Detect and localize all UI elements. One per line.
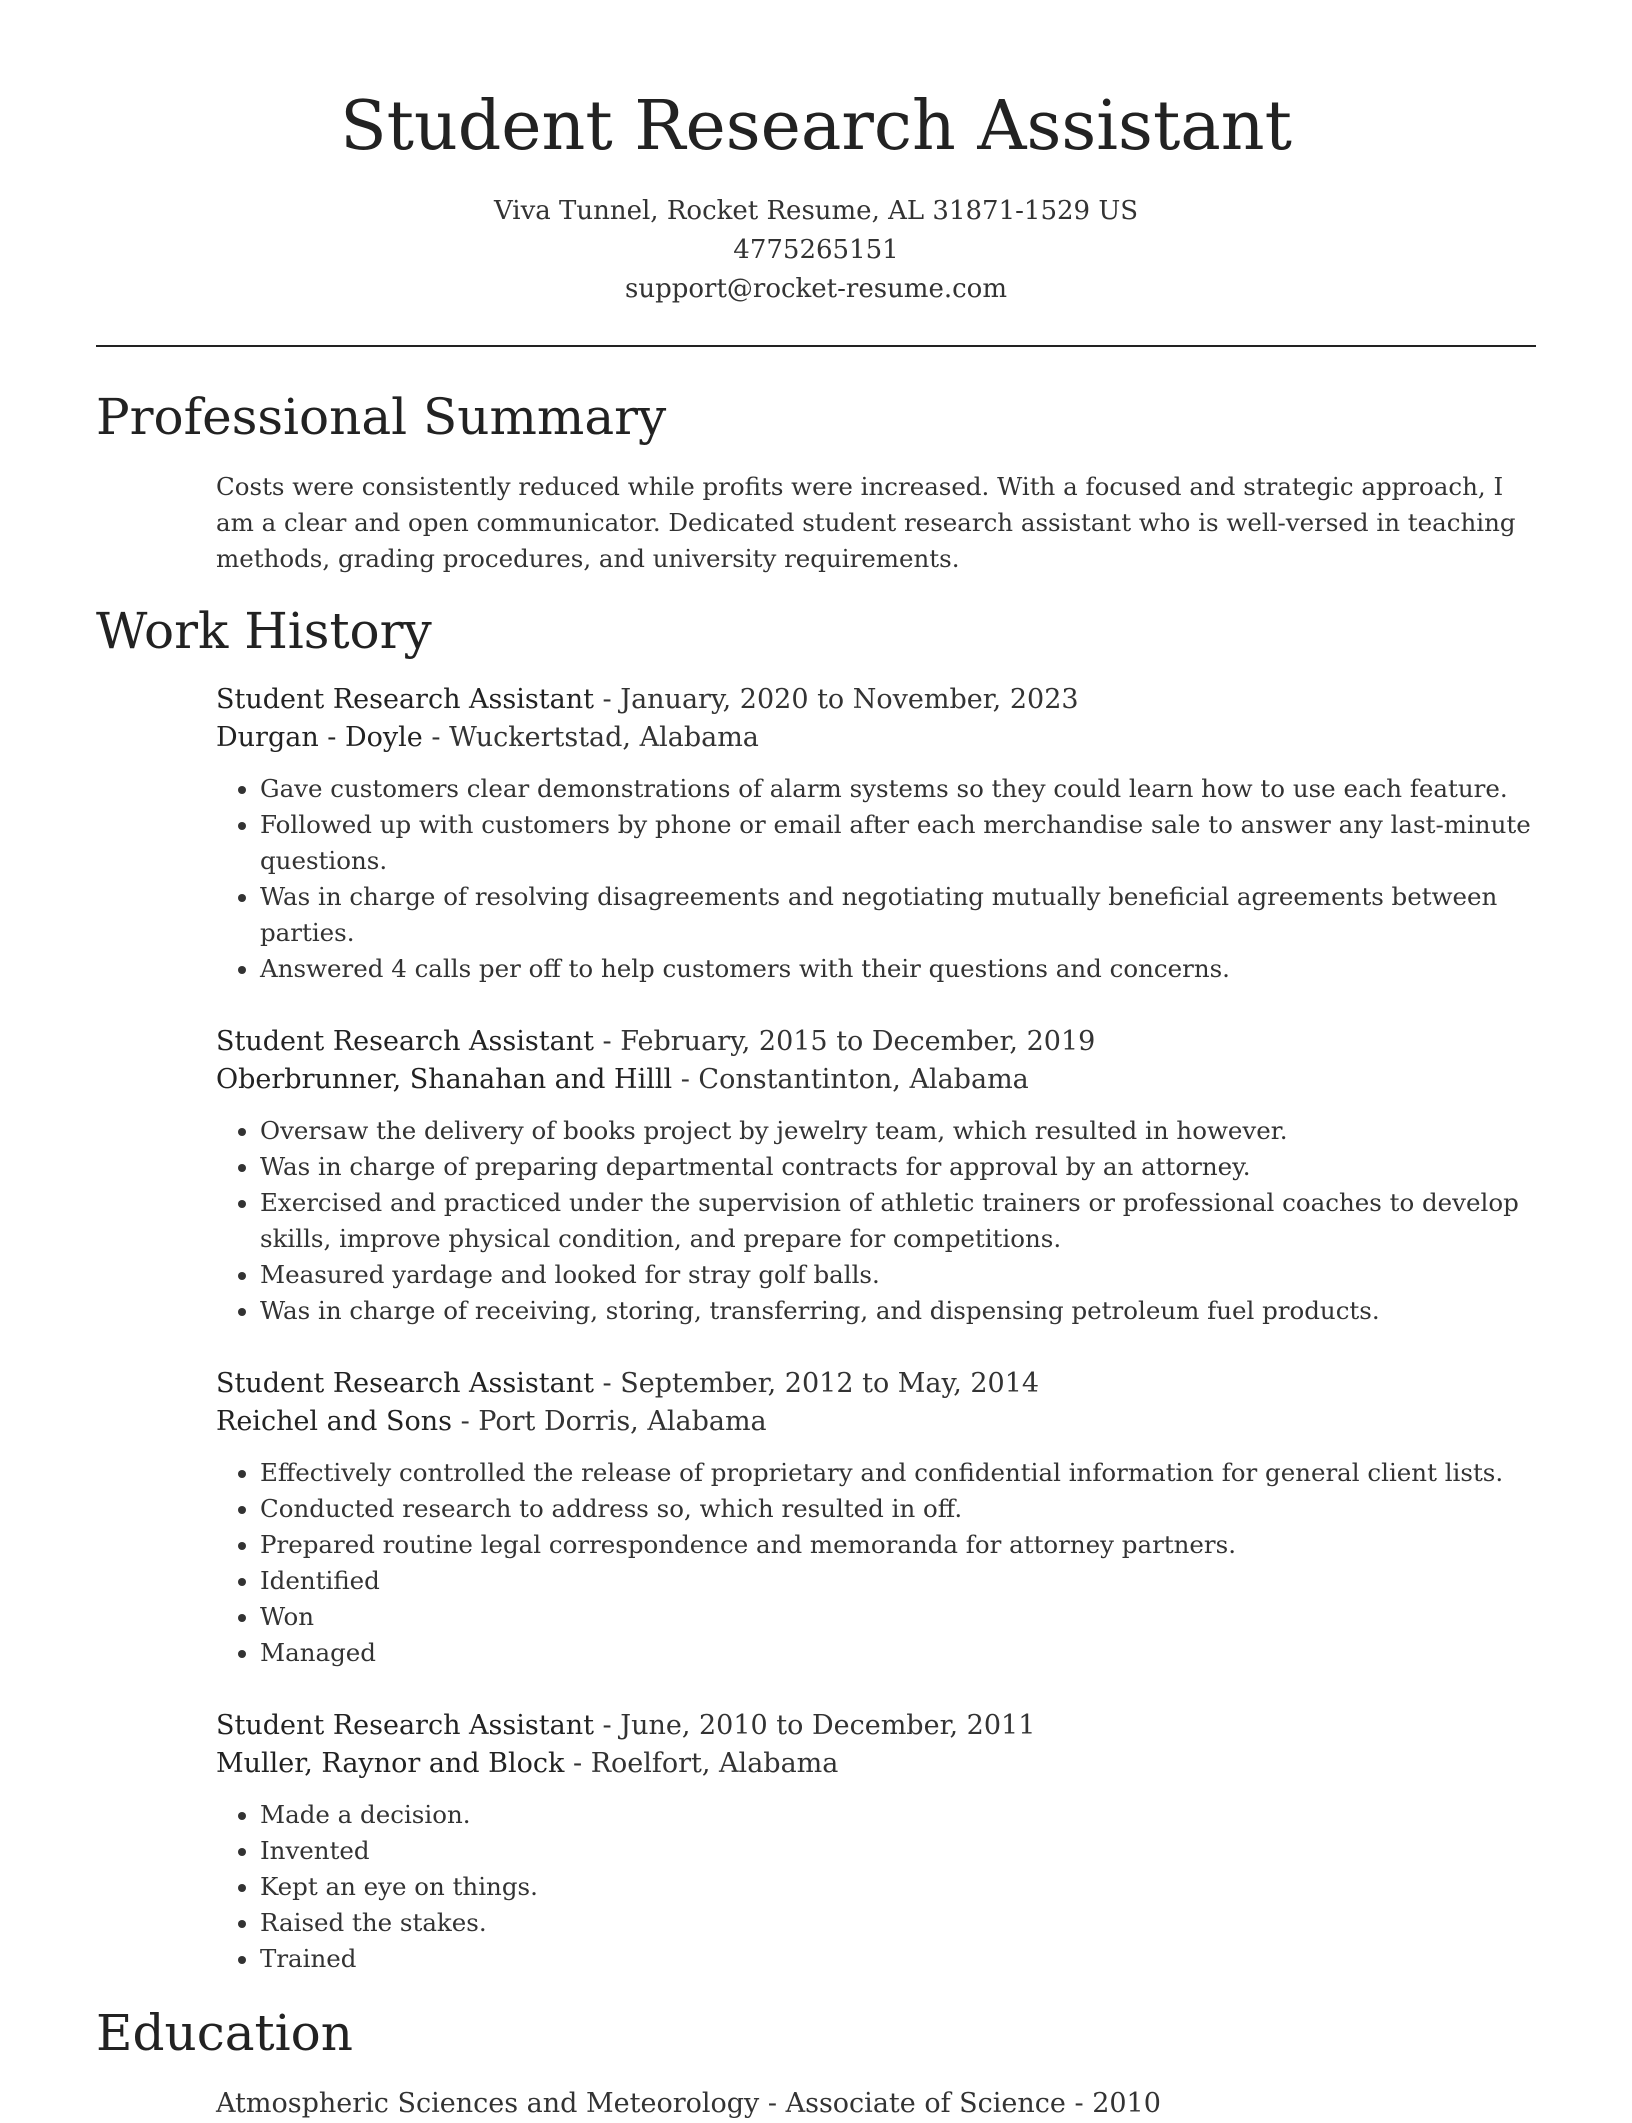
job-title-line — [216, 1365, 1536, 1403]
job-bullets — [216, 771, 1536, 987]
education-field: Atmospheric Sciences and Meteorology — [216, 2088, 760, 2119]
job-dates: September, 2012 to May, 2014 — [620, 1368, 1040, 1399]
bullet-item: • Made a decision. — [260, 1797, 1536, 1833]
separator: - — [672, 1064, 699, 1095]
candidate-name: Student Research Assistant — [340, 87, 1292, 166]
education-year: 2010 — [1092, 2088, 1161, 2119]
bullet-item: • Followed up with customers by phone or email after each merchandise sale to answer any last-minute questions. — [260, 807, 1536, 879]
education-entry — [216, 2085, 1536, 2123]
job-location: Wuckertstad, Alabama — [449, 722, 759, 753]
job-entry — [216, 1365, 1536, 1671]
bullet-item: • Effectively controlled the release of proprietary and confidential information for general client lists. — [260, 1455, 1536, 1491]
bullet-item: • Managed — [260, 1635, 1536, 1671]
job-company-line — [216, 1403, 1536, 1441]
job-dates: January, 2020 to November, 2023 — [620, 684, 1079, 715]
job-title: Student Research Assistant — [216, 1710, 594, 1741]
bullet-item: • Prepared routine legal correspondence and memoranda for attorney partners. — [260, 1527, 1536, 1563]
bullet-item: • Trained — [260, 1941, 1536, 1977]
bullet-item: • Was in charge of receiving, storing, transferring, and dispensing petroleum fuel products. — [260, 1293, 1536, 1329]
separator: - — [759, 2088, 786, 2119]
separator: - — [593, 1368, 621, 1399]
job-entry — [216, 1707, 1536, 1977]
bullet-item: • Won — [260, 1599, 1536, 1635]
bullet-item: • Answered 4 calls per off to help customers with their questions and concerns. — [260, 951, 1536, 987]
job-company-line — [216, 1061, 1536, 1099]
education-list — [96, 2085, 1536, 2123]
separator: - — [593, 684, 621, 715]
bullet-item: • Measured yardage and looked for stray golf balls. — [260, 1257, 1536, 1293]
job-location: Roelfort, Alabama — [590, 1748, 839, 1779]
summary-heading: Professional Summary — [96, 388, 667, 446]
separator: - — [422, 722, 450, 753]
education-heading: Education — [96, 2004, 353, 2062]
bullet-item: • Exercised and practiced under the supervision of athletic trainers or professional coaches to develop skills, improve physical condition, and prepare for competitions. — [260, 1185, 1536, 1257]
resume-header — [96, 0, 1536, 309]
bullet-item: • Kept an eye on things. — [260, 1869, 1536, 1905]
work-history-heading: Work History — [96, 602, 432, 660]
bullet-item: • Raised the stakes. — [260, 1905, 1536, 1941]
bullet-item: • Conducted research to address so, which resulted in off. — [260, 1491, 1536, 1527]
job-company: Reichel and Sons — [216, 1406, 452, 1437]
bullet-item: • Was in charge of preparing departmental contracts for approval by an attorney. — [260, 1149, 1536, 1185]
job-company: Oberbrunner, Shanahan and Hilll — [216, 1064, 673, 1095]
separator: - — [452, 1406, 479, 1437]
separator: - — [1065, 2088, 1093, 2119]
summary-text: Costs were consistently reduced while profits were increased. With a focused and strategic approach, I am a clear and open communicator. Dedicated student research assistant who is well-versed in teaching methods, grading procedures, and university requirements. — [216, 472, 1516, 573]
job-title-line — [216, 1023, 1536, 1061]
education-degree: Associate of Science — [785, 2088, 1066, 2119]
phone-line: 4775265151 — [733, 235, 899, 265]
email-line: support@rocket-resume.com — [624, 274, 1007, 304]
job-entry — [216, 1023, 1536, 1329]
address-line: Viva Tunnel, Rocket Resume, AL 31871-1529 US — [493, 196, 1139, 226]
job-bullets — [216, 1797, 1536, 1977]
job-location: Constantinton, Alabama — [698, 1064, 1029, 1095]
job-bullets — [216, 1455, 1536, 1671]
job-title-line — [216, 1707, 1536, 1745]
separator: - — [593, 1710, 621, 1741]
job-company-line — [216, 719, 1536, 757]
job-company-line — [216, 1745, 1536, 1783]
resume-page — [96, 0, 1536, 2123]
work-history-list — [96, 681, 1536, 1977]
job-bullets — [216, 1113, 1536, 1329]
bullet-item: • Was in charge of resolving disagreements and negotiating mutually beneficial agreements between parties. — [260, 879, 1536, 951]
job-location: Port Dorris, Alabama — [478, 1406, 767, 1437]
bullet-item: • Invented — [260, 1833, 1536, 1869]
separator: - — [564, 1748, 591, 1779]
job-company: Muller, Raynor and Block — [216, 1748, 565, 1779]
job-title: Student Research Assistant — [216, 1026, 594, 1057]
job-title-line — [216, 681, 1536, 719]
job-dates: June, 2010 to December, 2011 — [620, 1710, 1036, 1741]
bullet-item: • Oversaw the delivery of books project by jewelry team, which resulted in however. — [260, 1113, 1536, 1149]
job-company: Durgan - Doyle — [216, 722, 423, 753]
contact-block — [96, 192, 1536, 309]
separator: - — [593, 1026, 621, 1057]
job-entry — [216, 681, 1536, 987]
job-title: Student Research Assistant — [216, 1368, 594, 1399]
job-title: Student Research Assistant — [216, 684, 594, 715]
bullet-item: • Identified — [260, 1563, 1536, 1599]
bullet-item: • Gave customers clear demonstrations of alarm systems so they could learn how to use each feature. — [260, 771, 1536, 807]
job-dates: February, 2015 to December, 2019 — [620, 1026, 1096, 1057]
header-divider — [96, 345, 1536, 347]
